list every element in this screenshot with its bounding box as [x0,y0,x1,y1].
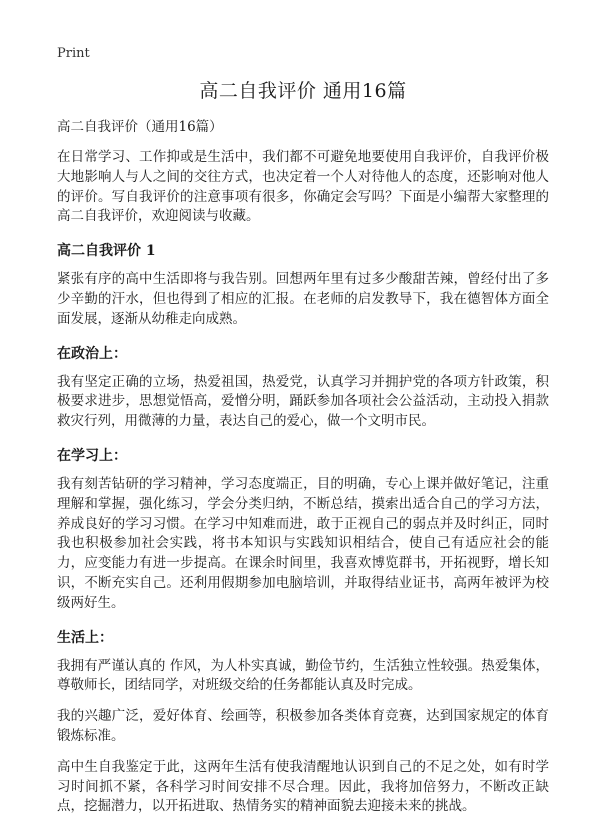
print-link[interactable]: Print [57,46,90,61]
life-paragraph-2: 我的兴趣广泛，爱好体育、绘画等，积极参加各类体育竞赛，达到国家规定的体育锻炼标准。 [57,708,549,744]
document-body [57,76,549,828]
study-heading: 在学习上： [57,447,127,464]
politics-heading: 在政治上： [57,345,127,362]
life-heading: 生活上： [57,629,113,646]
section-heading-1: 高二自我评价 1 [57,243,156,260]
politics-paragraph: 我有坚定正确的立场，热爱祖国，热爱党，认真学习并拥护党的各项方针政策，积极要求进步，思想觉悟高，爱憎分明，踊跃参加各项社会公益活动，主动投入捐款救灾行列，用微薄的力量，表达自己的爱心，做一个文明市民。 [57,373,549,430]
intro-paragraph: 在日常学习、工作抑或是生活中，我们都不可避免地要使用自我评价，自我评价极大地影响人与人之间的交往方式，也决定着一个人对待他人的态度，还影响对他人的评价。写自我评价的注意事项有很多，你确定会写吗？下面是小编帮大家整理的高二自我评价，欢迎阅读与收藏。 [57,149,549,225]
document-subtitle: 高二自我评价（通用16篇） [57,119,223,135]
life-paragraph-3: 高中生自我鉴定于此，这两年生活有使我清醒地认识到自己的不足之处，如有时学习时间抓不紧，各科学习时间安排不尽合理。因此，我将加倍努力，不断改正缺点，挖掘潜力，以开拓进取、热情务实的精神面貌去迎接未来的挑战。 [57,758,549,815]
life-paragraph-1: 我拥有严谨认真的 作风，为人朴实真诚，勤俭节约，生活独立性较强。热爱集体，尊敬师长，团结同学，对班级交给的任务都能认真及时完成。 [57,657,549,694]
section1-paragraph: 紧张有序的高中生活即将与我告别。回想两年里有过多少酸甜苦辣，曾经付出了多少辛勤的汗水，但也得到了相应的汇报。在老师的启发教导下，我在德智体方面全面发展，逐渐从幼稚走向成熟。 [57,271,549,327]
page-title: 高二自我评价 通用16篇 [199,80,407,102]
study-paragraph: 我有刻苦钻研的学习精神，学习态度端正，目的明确，专心上课并做好笔记，注重理解和掌握，强化练习，学会分类归纳，不断总结，摸索出适合自己的学习方法，养成良好的学习习惯。在学习中知难而进，敢于正视自己的弱点并及时纠正，同时我也积极参加社会实践，将书本知识与实践知识相结合，使自己有适应社会的能力，应变能力有进一步提高。在课余时间里，我喜欢博览群书，开拓视野，增长知识，不断充实自己。还利用假期参加电脑培训，并取得结业证书，高两年被评为校级两好生。 [57,475,549,611]
